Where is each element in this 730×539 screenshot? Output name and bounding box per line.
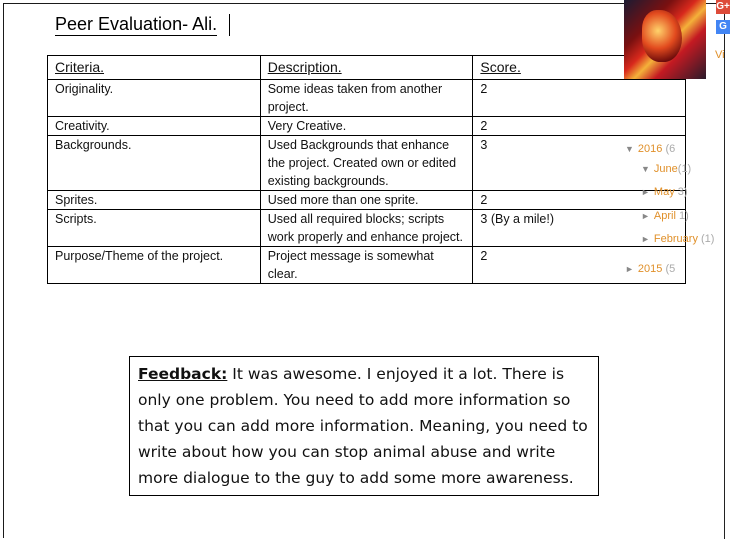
criteria-cell: Sprites.	[48, 191, 261, 210]
via-link[interactable]: Vi	[715, 49, 725, 61]
window-edge	[724, 0, 730, 539]
archive-month-june[interactable]: ▼ June(1)	[641, 163, 692, 175]
criteria-cell: Originality.	[48, 80, 261, 117]
collapsed-triangle-icon: ►	[625, 264, 634, 274]
table-row	[48, 191, 686, 210]
table-row	[48, 136, 686, 191]
archive-month-february[interactable]: ► February (1)	[641, 233, 715, 245]
text-cursor	[229, 14, 230, 36]
expanded-triangle-icon: ▼	[641, 164, 650, 174]
archive-year-2015[interactable]: ► 2015 (5	[625, 263, 676, 275]
score-cell: 3	[473, 136, 686, 191]
google-plus-icon[interactable]: G+	[716, 1, 730, 12]
score-cell: 2	[473, 80, 686, 117]
google-icon[interactable]: G	[716, 20, 730, 34]
table-row	[48, 210, 686, 247]
description-header: Description.	[260, 56, 473, 80]
description-cell: Project message is somewhat clear.	[260, 247, 473, 284]
feedback-box	[129, 356, 599, 496]
description-cell: Some ideas taken from another project.	[260, 80, 473, 117]
feedback-label: Feedback:	[138, 365, 228, 383]
evaluation-table	[47, 55, 686, 284]
archive-year-2016[interactable]: ▼ 2016 (6	[625, 143, 676, 155]
feedback-text: It was awesome. I enjoyed it a lot. There is only one problem. You need to add more information so that you can add more information. Meaning, you need to write about how you can stop animal abuse and write more dialogue to the guy to add some more awareness.	[138, 365, 588, 487]
table-row	[48, 117, 686, 136]
archive-month-may[interactable]: ► May 3)	[641, 186, 688, 198]
description-cell: Very Creative.	[260, 117, 473, 136]
document-title[interactable]: Peer Evaluation- Ali.	[55, 14, 218, 34]
criteria-cell: Scripts.	[48, 210, 261, 247]
table-header-row	[48, 56, 686, 80]
score-header: Score.	[473, 56, 686, 80]
score-cell: 3 (By a mile!)	[473, 210, 686, 247]
score-cell: 2	[473, 191, 686, 210]
criteria-header: Criteria.	[48, 56, 261, 80]
criteria-cell: Backgrounds.	[48, 136, 261, 191]
description-cell: Used Backgrounds that enhance the project. Created own or edited existing backgrounds.	[260, 136, 473, 191]
profile-avatar[interactable]	[624, 0, 706, 79]
description-cell: Used more than one sprite.	[260, 191, 473, 210]
dragon-artwork	[642, 10, 682, 62]
collapsed-triangle-icon: ►	[641, 234, 650, 244]
table-row	[48, 80, 686, 117]
archive-month-april[interactable]: ► April 1)	[641, 210, 689, 222]
score-cell: 2	[473, 117, 686, 136]
table-row	[48, 247, 686, 284]
expanded-triangle-icon: ▼	[625, 144, 634, 154]
criteria-cell: Purpose/Theme of the project.	[48, 247, 261, 284]
collapsed-triangle-icon: ►	[641, 187, 650, 197]
description-cell: Used all required blocks; scripts work properly and enhance project.	[260, 210, 473, 247]
collapsed-triangle-icon: ►	[641, 211, 650, 221]
score-cell: 2	[473, 247, 686, 284]
criteria-cell: Creativity.	[48, 117, 261, 136]
